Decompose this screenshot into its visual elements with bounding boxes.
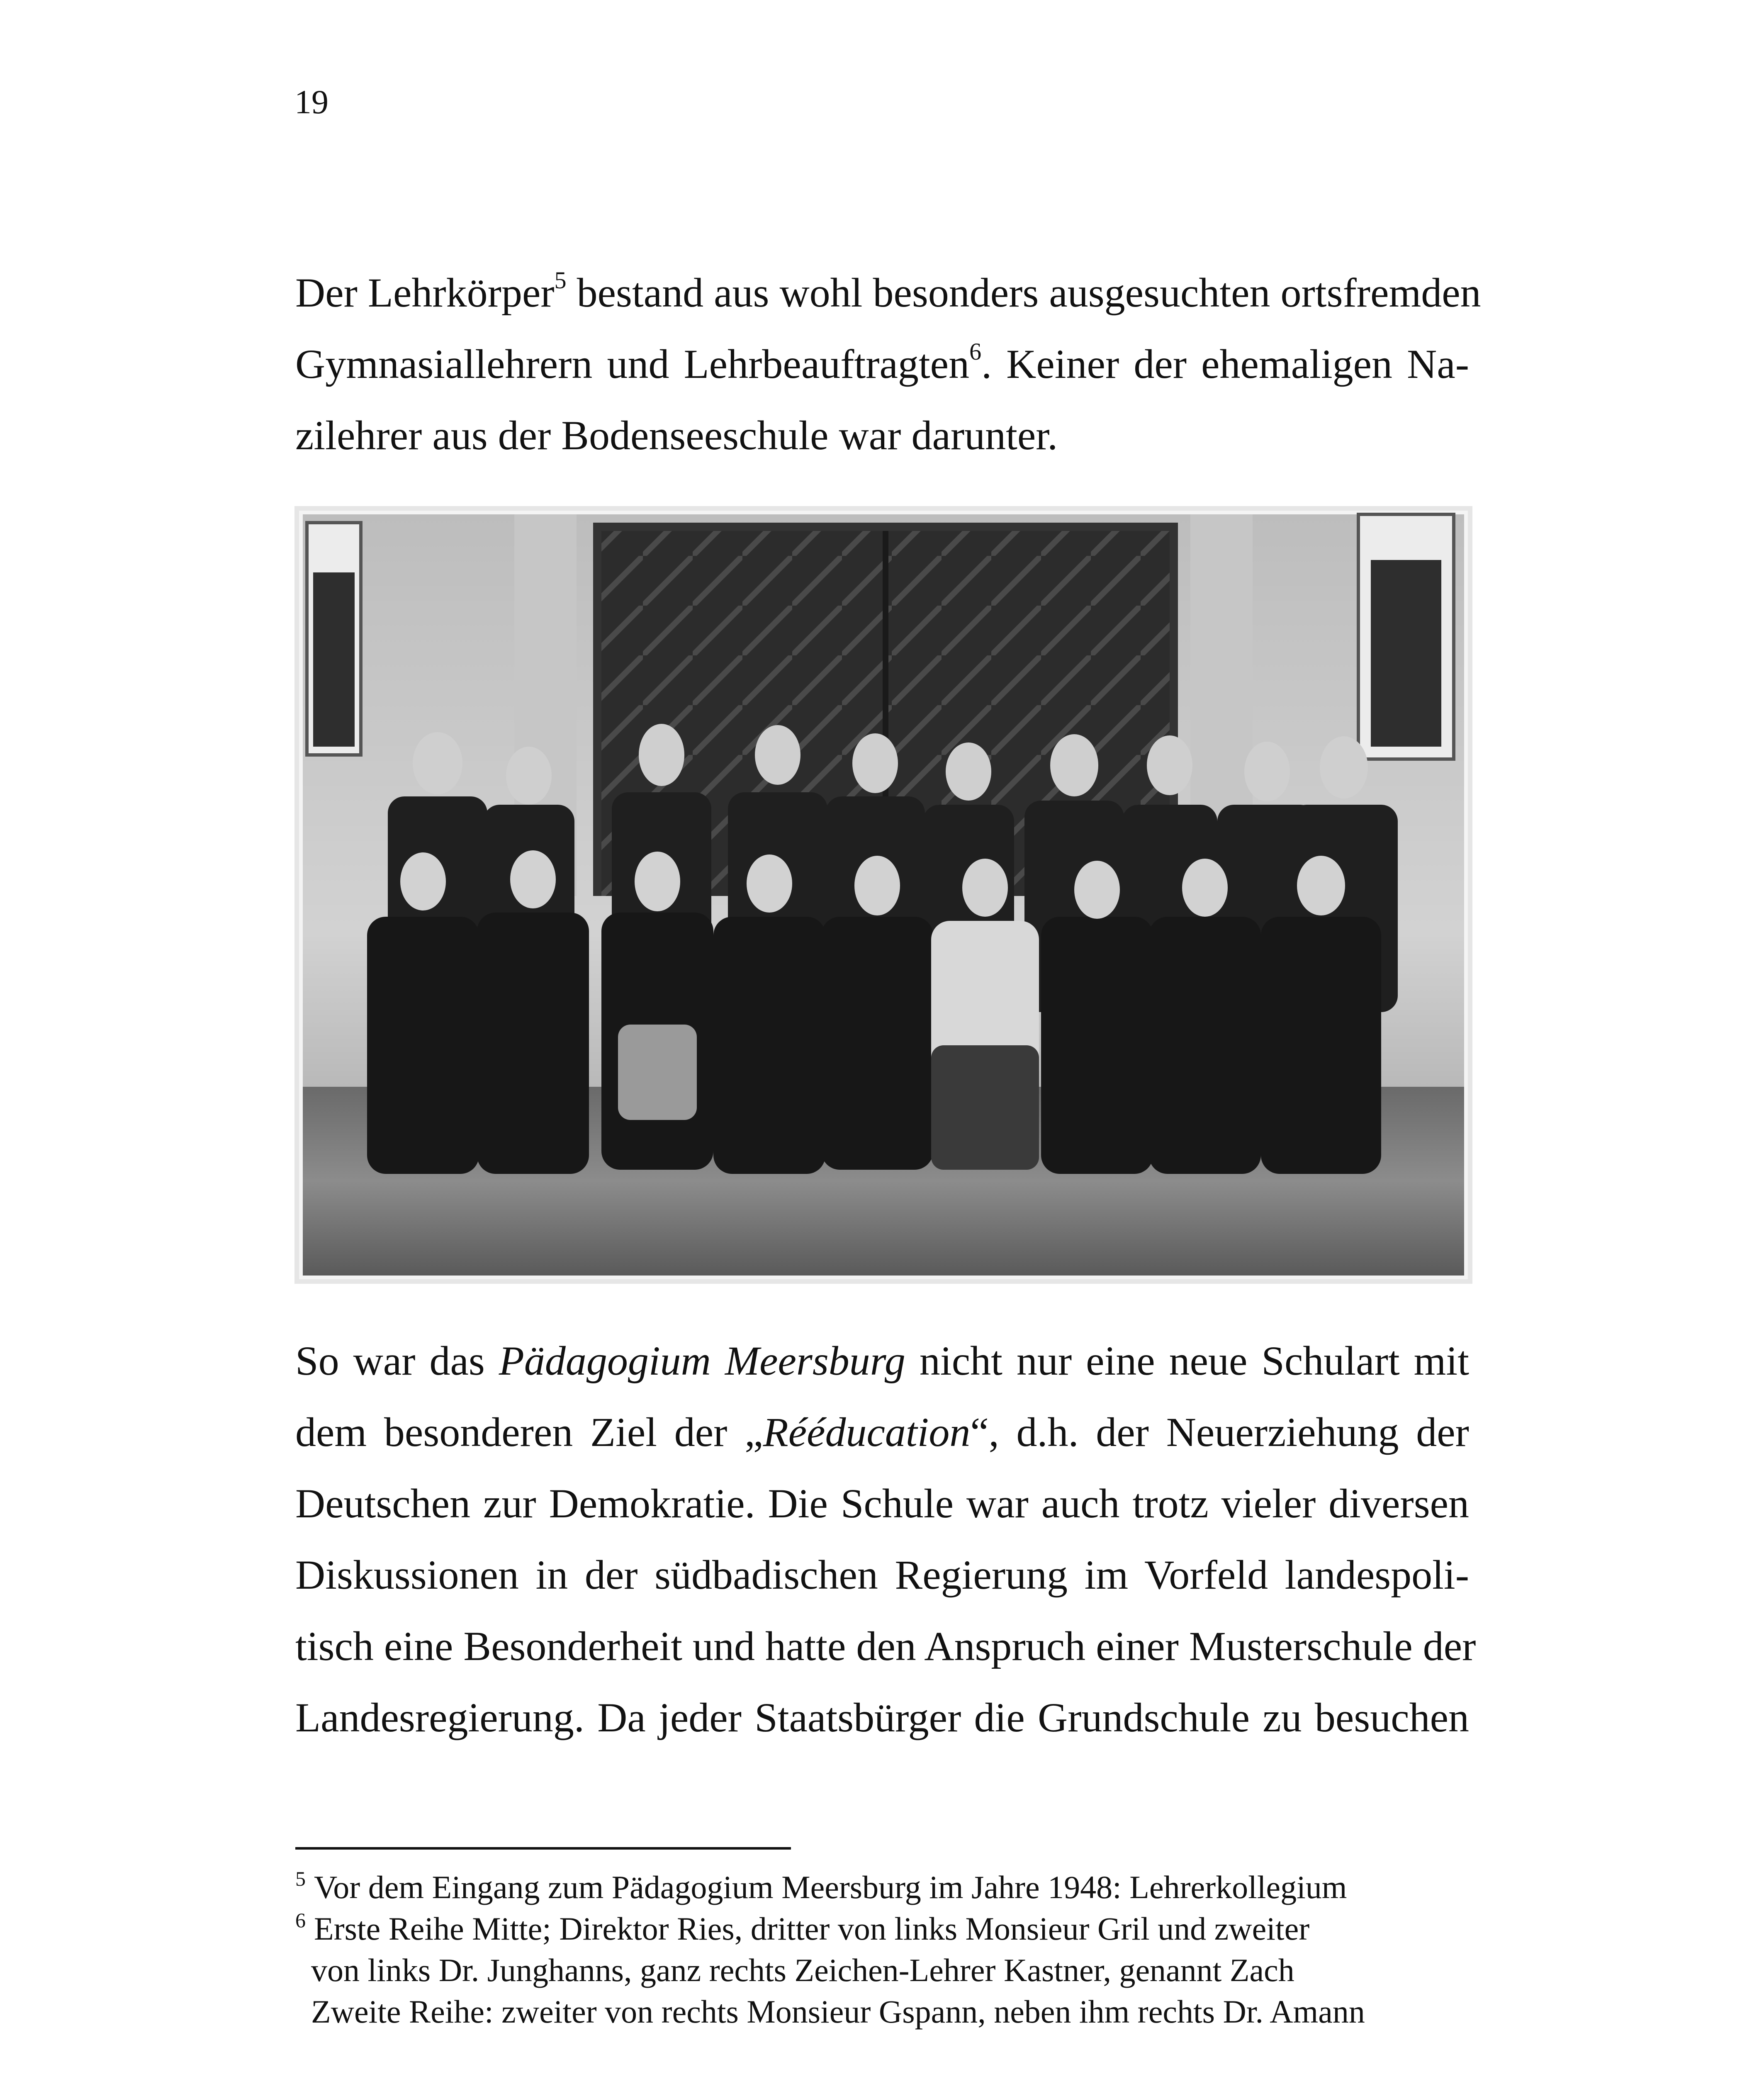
paragraph-2-line: tisch eine Besonderheit und hatte den Anspruch einer Musterschule der (295, 1623, 1476, 1669)
paragraph-2-line: Diskussionen in der südbadischen Regierung im Vorfeld landespoli- (295, 1552, 1469, 1598)
footnote-ref-6[interactable]: 6 (969, 338, 982, 365)
italic-school-name: Pädagogium Meersburg (499, 1338, 905, 1384)
page-number: 19 (294, 83, 328, 121)
footnote-number: 5 (295, 1867, 306, 1890)
paragraph-2-line: So war das Pädagogium Meersburg nicht nur eine neue Schulart mit (295, 1338, 1469, 1384)
footnote-ref-5[interactable]: 5 (554, 267, 567, 294)
footnote-6: $^6$ Erste Reihe Mitte; Direktor Ries, dritter von links Monsieur Gril und zweiter (295, 1908, 1310, 1947)
footnote-6-line: von links Dr. Junghanns, ganz rechts Zeichen-Lehrer Kastner, genannt Zach (311, 1952, 1294, 1988)
paragraph-1-line: Gymnasiallehrern und Lehrbeauftragten$^6$. Keiner der ehemaligen Na- (295, 338, 1469, 387)
italic-term: Rééducation (763, 1409, 971, 1455)
footnote-5: $^5$ Vor dem Eingang zum Pädagogium Meersburg im Jahre 1948: Lehrerkollegium (295, 1867, 1347, 1905)
paragraph-2-line: Deutschen zur Demokratie. Die Schule war auch trotz vieler diversen (295, 1480, 1469, 1526)
footnote-6-line: Zweite Reihe: zweiter von rechts Monsieur Gspann, neben ihm rechts Dr. Amann (311, 1994, 1365, 2030)
group-photo-image (294, 506, 1472, 1284)
paragraph-2 (295, 1325, 1476, 1753)
paragraph-1 (295, 257, 1481, 471)
footnotes (295, 1867, 1498, 2033)
paragraph-1-line: Der Lehrkörper$^5$ bestand aus wohl besonders ausgesuchten ortsfremden (295, 267, 1481, 316)
paragraph-2-line: dem besonderen Ziel der „Rééducation“, d.h. der Neuerziehung der (295, 1409, 1469, 1455)
paragraph-1-line: zilehrer aus der Bodenseeschule war darunter. (295, 412, 1058, 458)
footnote-number: 6 (295, 1908, 306, 1932)
paragraph-2-line: Landesregierung. Da jeder Staatsbürger die Grundschule zu besuchen (295, 1694, 1469, 1741)
footnote-separator (295, 1847, 791, 1850)
